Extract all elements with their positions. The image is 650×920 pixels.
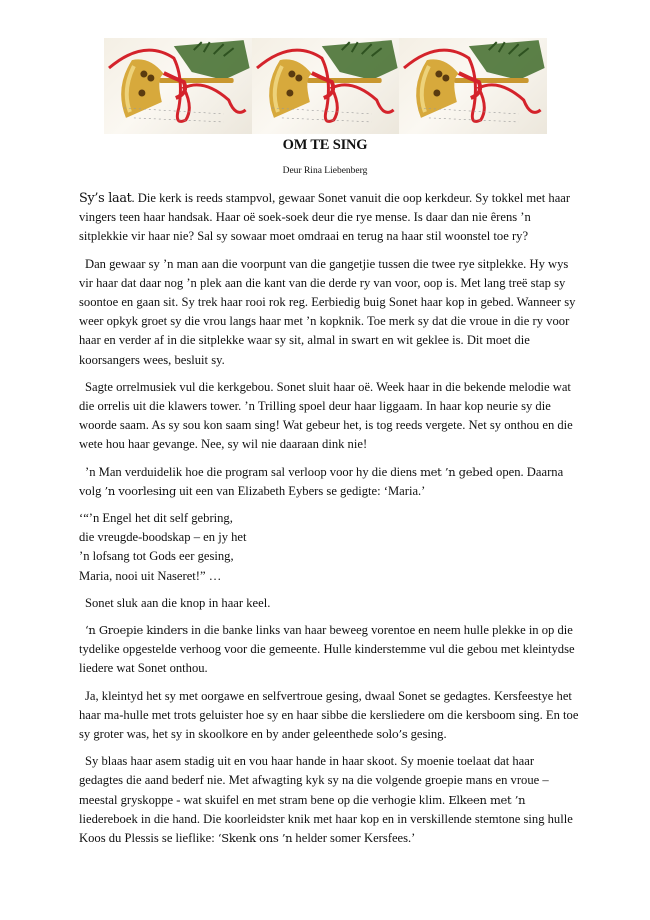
header-banner [104, 38, 547, 134]
paragraph-4: ’n Man verduidelik hoe die program sal verloop voor hy die diens met ’n gebed open. Daarna volg ’n voorlesing uit een van Elizabeth Eybers se gedigte: ‘Maria.’ [79, 464, 564, 498]
paragraph-6: ‘n Groepie kinders in die banke links van haar beweeg vorentoe en neem hulle plekke in op die tydelike opgestelde verhoog voor die gemeente. Hulle kinderstemme vul die gebou met kleintydse liedere wat Sonet onthou. [79, 623, 575, 676]
paragraph-8: Sy blaas haar asem stadig uit en vou haar hande in haar skoot. Sy moenie toelaat dat haar gedagtes die aand bederf nie. Met afwagting kyk sy na die volgende groepie mans en vroue – meestal gryskoppe - wat skuifel en met stram bene op die verhogie klim. Elkeen met ’n liedereboek in die hand. Die koorleidster knik met haar kop en in verskillende stemtone sing hulle Koos du Plessis se lieflike: ‘Skenk ons ’n helder somer Kersfees.’ [79, 754, 573, 846]
christmas-bell-image [252, 38, 400, 134]
opening-phrase: Sy’s laat [79, 191, 132, 206]
paragraph-1: Sy’s laat. Die kerk is reeds stampvol, gewaar Sonet vanuit die oop kerkdeur. Sy tokkel met haar vingers teen haar handsak. Haar oë soek-soek deur die rye mense. Is daar dan nie êrens ’n sitplekkie vir haar nie? Sal sy sowaar moet omdraai en terug na haar stil woonstel toe ry? [79, 191, 571, 244]
paragraph-2: Dan gewaar sy ’n man aan die voorpunt van die gangetjie tussen die twee rye sitplekke. Hy wys vir haar dat daar nog ’n plek aan die kant van die derde ry van voor, oop is. Met lang treë stap sy soontoe en gaan sit. Sy trek haar rooi rok reg. Eerbiedig buig Sonet haar kop in gebed. Wanneer sy weer opkyk groet sy die vrou langs haar met ’n kopknik. Toe merk sy dat die vroue in die ry voor haar en verder af in die sitplekke waar sy sit, almal in swart en wit geklee is. Dit moet die koorsangers wees, besluit sy. [79, 256, 576, 367]
bell-icon [399, 38, 547, 134]
poem-line: ‘“’n Engel het dit self gebring, [79, 511, 233, 526]
bell-icon [252, 38, 400, 134]
bell-icon [104, 38, 252, 134]
poem-line: ’n lofsang tot Gods eer gesing, [79, 549, 234, 564]
poem-line: Maria, nooi uit Naseret!” … [79, 568, 222, 583]
paragraph-3: Sagte orrelmusiek vul die kerkgebou. Sonet sluit haar oë. Week haar in die bekende melodie wat die orrelis uit die klawers tower. ’n Trilling spoel deur haar liggaam. In haar kop neurie sy die woorde saam. As sy sou kon saam sing! Wat gebeur het, is tog reeds vergete. Net sy onthou en die wete hou haar gevange. Nee, sy wil nie daaraan dink nie! [79, 379, 573, 452]
story-body [79, 189, 579, 856]
poem-line: die vreugde-boodskap – en jy het [79, 530, 247, 545]
story-byline: Deur Rina Liebenberg [282, 166, 368, 176]
christmas-bell-image [104, 38, 252, 134]
christmas-bell-image [399, 38, 547, 134]
poem-quote [79, 509, 579, 586]
paragraph-7: Ja, kleintyd het sy met oorgawe en selfvertroue gesing, dwaal Sonet se gedagtes. Kersfeestye het haar ma-hulle met trots geluister hoe sy en haar sibbe die kersliedere om die kersboom sing. En toe sy groter was, het sy in skoolkore en by ander geleenthede solo’s gesing. [79, 688, 579, 742]
story-title: OM TE SING [282, 137, 368, 153]
paragraph-5: Sonet sluk aan die knop in haar keel. [85, 595, 271, 610]
